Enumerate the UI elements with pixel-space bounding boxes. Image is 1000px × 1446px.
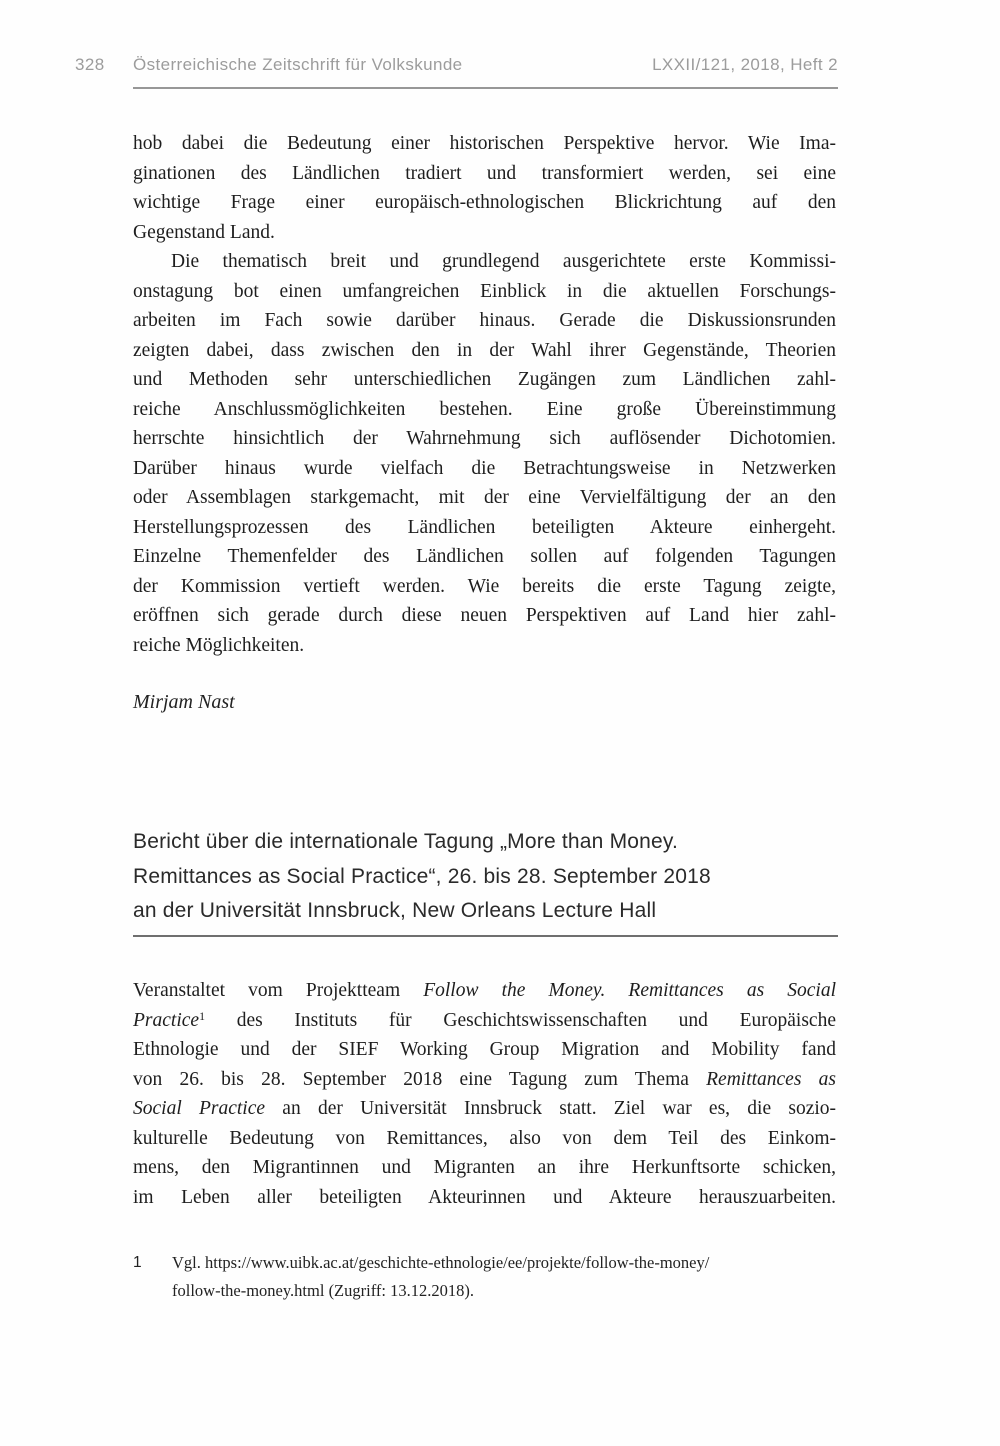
- header-rule: [133, 87, 838, 89]
- footnote-number: 1: [133, 1254, 142, 1271]
- report-paragraph: Veranstaltet vom Projektteam Follow the Money. Remittances as Social Practice$^1$ des Instituts für Geschichtswissenschaften und Europäische Ethnologie und der SIEF Working Group Migration and Mobility fand von 26. bis 28. September 2018 eine Tagung zum Thema Remittances as Social Practice an der Universität Innsbruck statt. Ziel war es, die sozio- kulturelle Bedeutung von Remittances, also von dem Teil des Einkom- mens, den Migrantinnen und Migranten an ihre Herkunftsorte schicken, im Leben aller beteiligten Akteurinnen und Akteure herauszuarbeiten.: [133, 980, 837, 1208]
- page-number: 328: [75, 55, 105, 74]
- section-rule: [133, 935, 838, 937]
- report-heading: Bericht über die internationale Tagung „More than Money. Remittances as Social Practice“, 26. bis 28. September 2018 an der Universität Innsbruck, New Orleans Lecture Hall: [133, 830, 711, 923]
- issue-info: LXXII/121, 2018, Heft 2: [652, 55, 838, 74]
- report-body: [133, 976, 836, 1212]
- journal-title: Österreichische Zeitschrift für Volkskunde: [133, 55, 463, 74]
- article-paragraph: Die thematisch breit und grundlegend ausgerichtete erste Kommissi- onstagung bot einen umfangreichen Einblick in die aktuellen Forschungs- arbeiten im Fach sowie darüber hinaus. Gerade die Diskussionsrunden zeigten dabei, dass zwischen den in der Wahl ihrer Gegenstände, Theorien und Methoden sehr unterschiedlichen Zugängen zum Ländlichen zahl- reiche Anschlussmöglichkeiten bestehen. Eine große Übereinstimmung herrschte hinsichtlich der Wahrnehmung sich auflösender Dichotomien. Darüber hinaus wurde vielfach die Betrachtungsweise in Netzwerken oder Assemblagen starkgemacht, mit der eine Vervielfältigung der an den Herstellungsprozessen des Ländlichen beteiligten Akteure einhergeht. Einzelne Themenfelder des Ländlichen sollen auf folgenden Tagungen der Kommission vertieft werden. Wie bereits die erste Tagung zeigte, eröffnen sich gerade durch diese neuen Perspektiven auf Land hier zahl- reiche Möglichkeiten.: [133, 251, 836, 656]
- footnote: [133, 1249, 836, 1305]
- author-signature: Mirjam Nast: [133, 691, 235, 713]
- footnote-text: Vgl. https://www.uibk.ac.at/geschichte-ethnologie/ee/projekte/follow-the-money/ follow-the-money.html (Zugriff: 13.12.2018).: [172, 1253, 710, 1300]
- article-paragraph: hob dabei die Bedeutung einer historischen Perspektive hervor. Wie Ima- ginationen des Ländlichen tradiert und transformiert werden, sei eine wichtige Frage einer europäisch-ethnologischen Blickrichtung auf den Gegenstand Land.: [133, 133, 836, 243]
- article-body: [133, 129, 836, 660]
